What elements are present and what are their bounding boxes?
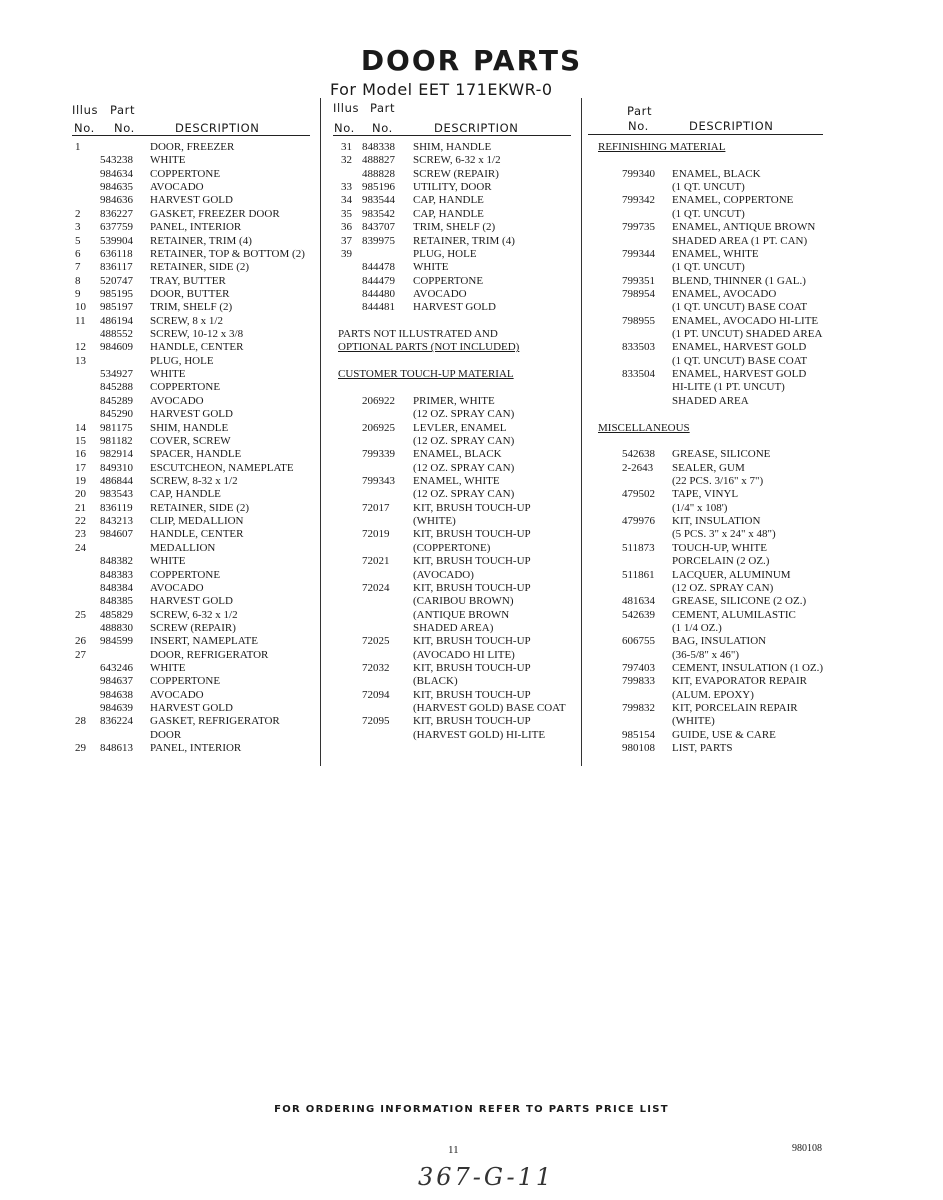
header-rule [588,134,823,135]
description-header: DESCRIPTION [175,121,260,135]
part-description: PORCELAIN (2 OZ.) [672,555,770,568]
illus-number: 15 [75,434,86,447]
part-description: (12 OZ. SPRAY CAN) [413,461,515,474]
part-description: HARVEST GOLD [150,408,233,421]
part-number: 981175 [100,421,133,434]
part-description: HARVEST GOLD [413,301,496,314]
part-number: 636118 [100,247,133,260]
part-number: 983543 [100,488,133,501]
part-number: 833503 [622,341,655,354]
part-description: ENAMEL, BLACK [672,167,761,180]
illus-number: 1 [75,141,81,153]
part-description: CAP, HANDLE [413,207,484,220]
illus-number: 32 [341,154,352,167]
part-number: 848613 [100,742,133,755]
part-number: 984636 [100,194,133,207]
part-number: 839975 [362,234,395,247]
part-description: (12 OZ. SPRAY CAN) [413,488,515,501]
part-number: 72095 [362,715,390,728]
part-description: ENAMEL, ANTIQUE BROWN [672,221,816,234]
illus-number: 13 [75,354,86,367]
part-number: 797403 [622,662,655,675]
part-number: 984634 [100,167,133,180]
part-number: 848338 [362,141,395,153]
part-description: ESCUTCHEON, NAMEPLATE [150,461,294,474]
description-header: DESCRIPTION [434,121,519,135]
part-description: KIT, INSULATION [672,515,761,528]
part-number: 72024 [362,581,390,594]
part-description: HARVEST GOLD [150,595,233,608]
part-description: SCREW (REPAIR) [413,167,499,180]
part-header: Part [370,101,396,115]
part-description: PLUG, HOLE [150,354,214,367]
part-description: (1/4" x 108') [672,501,728,514]
part-description: DOOR, REFRIGERATOR [150,648,269,661]
part-description: ENAMEL, HARVEST GOLD [672,368,807,381]
part-no-header: No. [372,121,393,135]
part-description: SHADED AREA (1 PT. CAN) [672,234,808,247]
part-description: KIT, BRUSH TOUCH-UP [413,581,531,594]
part-number: 845290 [100,408,133,421]
illus-number: 19 [75,474,86,487]
part-description: (COPPERTONE) [413,541,491,554]
part-description: (12 OZ. SPRAY CAN) [413,434,515,447]
part-number: 984607 [100,528,133,541]
part-number: 643246 [100,662,133,675]
illus-number: 5 [75,234,81,247]
part-description: (AVOCADO) [413,568,474,581]
part-number: 543238 [100,154,133,167]
part-description: COVER, SCREW [150,434,231,447]
illus-number: 10 [75,301,86,314]
illus-number: 17 [75,461,86,474]
part-description: (1 QT. UNCUT) BASE COAT [672,354,808,367]
part-no-header: No. [628,119,649,133]
illus-number: 6 [75,247,81,260]
part-number: 983544 [362,194,395,207]
part-description: DOOR [150,728,182,741]
ordering-note: FOR ORDERING INFORMATION REFER TO PARTS PRICE LIST [274,1104,669,1115]
part-description: AVOCADO [150,688,204,701]
part-description: SCREW, 8-32 x 1/2 [150,474,238,487]
part-description: COPPERTONE [150,675,221,688]
part-number: 799833 [622,675,655,688]
part-description: HARVEST GOLD [150,702,233,715]
illus-number: 12 [75,341,86,354]
part-number: 206925 [362,421,395,434]
part-number: 833504 [622,368,655,381]
part-number: 836224 [100,715,133,728]
part-description: (CARIBOU BROWN) [413,595,514,608]
part-number: 479502 [622,488,655,501]
part-description: CAP, HANDLE [413,194,484,207]
part-description: PANEL, INTERIOR [150,742,242,755]
part-description: WHITE [150,662,186,675]
illus-number: 3 [75,221,81,234]
illus-no-header: No. [74,121,95,135]
part-description: (1 1/4 OZ.) [672,621,722,634]
part-description: LACQUER, ALUMINUM [672,568,791,581]
section-heading-text: MISCELLANEOUS [598,421,690,434]
part-description: (WHITE) [413,515,456,528]
illus-number: 8 [75,274,81,287]
part-description: COPPERTONE [150,381,221,394]
part-number: 985195 [100,287,133,300]
illus-number: 16 [75,448,86,461]
part-number: 511861 [622,568,655,581]
part-number: 520747 [100,274,133,287]
part-number: 985196 [362,181,395,194]
model-subtitle: For Model EET 171EKWR-0 [330,80,553,99]
part-number: 836119 [100,501,133,514]
part-number: 981182 [100,434,133,447]
illus-number: 31 [341,141,352,153]
part-description: (1 QT. UNCUT) [672,207,745,220]
part-number: 486844 [100,474,133,487]
part-description: PRIMER, WHITE [413,394,495,407]
illus-number: 2 [75,207,81,220]
part-number: 72032 [362,662,390,675]
part-description: ENAMEL, AVOCADO HI-LITE [672,314,819,327]
part-number: 488552 [100,328,133,341]
part-description: (BLACK) [413,675,458,688]
part-description: WHITE [150,368,186,381]
part-number: 984639 [100,702,133,715]
part-description: COPPERTONE [413,274,484,287]
illus-number: 26 [75,635,86,648]
part-number: 985197 [100,301,133,314]
part-number: 984599 [100,635,133,648]
part-number: 799339 [362,448,395,461]
part-description: DOOR, BUTTER [150,287,230,300]
part-number: 542638 [622,448,655,461]
part-number: 799351 [622,274,655,287]
part-description: PANEL, INTERIOR [150,221,242,234]
part-description: (WHITE) [672,715,715,728]
part-description: RETAINER, TRIM (4) [150,234,252,247]
illus-number: 36 [341,221,352,234]
part-description: ENAMEL, BLACK [413,448,502,461]
part-number: 481634 [622,595,655,608]
part-description: AVOCADO [413,287,467,300]
part-description: KIT, BRUSH TOUCH-UP [413,635,531,648]
part-number: 486194 [100,314,133,327]
part-description: (AVOCADO HI LITE) [413,648,515,661]
illus-number: 14 [75,421,86,434]
part-description: RETAINER, SIDE (2) [150,261,250,274]
part-description: CEMENT, INSULATION (1 OZ.) [672,662,824,675]
part-number: 982914 [100,448,133,461]
part-description: HANDLE, CENTER [150,341,244,354]
part-description: (36-5/8" x 46") [672,648,740,661]
illus-number: 9 [75,287,81,300]
part-number: 72094 [362,688,390,701]
part-number: 799340 [622,167,655,180]
part-description: BLEND, THINNER (1 GAL.) [672,274,806,287]
header-rule [333,135,571,136]
part-description: GUIDE, USE & CARE [672,728,776,741]
column-divider [581,98,582,766]
part-description: SHADED AREA) [413,621,494,634]
part-description: KIT, BRUSH TOUCH-UP [413,528,531,541]
part-description: HI-LITE (1 PT. UNCUT) [672,381,785,394]
part-description: DOOR, FREEZER [150,141,235,153]
part-description: INSERT, NAMEPLATE [150,635,258,648]
part-number: 485829 [100,608,133,621]
part-description: SHIM, HANDLE [150,421,229,434]
part-description: LEVLER, ENAMEL [413,421,507,434]
part-number: 844479 [362,274,395,287]
part-number: 798954 [622,287,655,300]
illus-number: 20 [75,488,86,501]
part-description: COPPERTONE [150,568,221,581]
part-description: SCREW (REPAIR) [150,621,236,634]
part-description: (12 OZ. SPRAY CAN) [672,581,774,594]
part-description: AVOCADO [150,581,204,594]
illus-number: 11 [75,314,86,327]
part-number: 799344 [622,247,655,260]
part-description: (1 QT. UNCUT) BASE COAT [672,301,808,314]
part-number: 799735 [622,221,655,234]
part-number: 984609 [100,341,133,354]
part-number: 798955 [622,314,655,327]
part-description: (1 PT. UNCUT) SHADED AREA [672,328,823,341]
part-description: UTILITY, DOOR [413,181,492,194]
part-description: SHIM, HANDLE [413,141,492,153]
part-number: 985154 [622,728,655,741]
part-description: (HARVEST GOLD) HI-LITE [413,728,546,741]
illus-number: 33 [341,181,352,194]
part-number: 843707 [362,221,395,234]
illus-number: 21 [75,501,86,514]
part-description: SCREW, 6-32 x 1/2 [150,608,238,621]
part-description: ENAMEL, WHITE [672,247,759,260]
handwritten-note: 367-G-11 [418,1163,555,1191]
part-number: 836227 [100,207,133,220]
part-description: TRIM, SHELF (2) [413,221,496,234]
part-number: 72017 [362,501,390,514]
part-number: 843213 [100,515,133,528]
illus-number: 35 [341,207,352,220]
part-description: (1 QT. UNCUT) [672,181,745,194]
part-number: 984637 [100,675,133,688]
part-description: SCREW, 10-12 x 3/8 [150,328,244,341]
illus-number: 7 [75,261,81,274]
part-description: LIST, PARTS [672,742,733,755]
part-number: 844480 [362,287,395,300]
part-description: CLIP, MEDALLION [150,515,244,528]
part-number: 984638 [100,688,133,701]
page-title: DOOR PARTS [360,44,583,77]
part-header: Part [627,104,653,118]
part-description: SCREW, 8 x 1/2 [150,314,223,327]
part-description: KIT, BRUSH TOUCH-UP [413,662,531,675]
illus-number: 27 [75,648,86,661]
part-description: CAP, HANDLE [150,488,221,501]
part-number: 488828 [362,167,395,180]
illus-number: 29 [75,742,86,755]
part-number: 206922 [362,394,395,407]
part-description: RETAINER, TRIM (4) [413,234,515,247]
part-description: (ANTIQUE BROWN [413,608,510,621]
part-number: 637759 [100,221,133,234]
section-heading-text: CUSTOMER TOUCH-UP MATERIAL [338,368,514,381]
illus-number: 34 [341,194,352,207]
part-description: TAPE, VINYL [672,488,739,501]
part-description: SHADED AREA [672,394,749,407]
part-description: HARVEST GOLD [150,194,233,207]
part-description: AVOCADO [150,181,204,194]
part-description: RETAINER, TOP & BOTTOM (2) [150,247,305,260]
illus-number: 25 [75,608,86,621]
part-description: GREASE, SILICONE [672,448,771,461]
part-number: 799832 [622,702,655,715]
part-description: SPACER, HANDLE [150,448,242,461]
illus-number: 39 [341,247,352,260]
part-description: GASKET, FREEZER DOOR [150,207,280,220]
part-number: 848383 [100,568,133,581]
part-description: GREASE, SILICONE (2 OZ.) [672,595,807,608]
part-number: 534927 [100,368,133,381]
part-number: 542639 [622,608,655,621]
part-description: KIT, EVAPORATOR REPAIR [672,675,807,688]
illus-number: 24 [75,541,86,554]
part-number: 836117 [100,261,133,274]
part-number: 845288 [100,381,133,394]
part-description: (1 QT. UNCUT) [672,261,745,274]
part-description: AVOCADO [150,394,204,407]
part-description: SCREW, 6-32 x 1/2 [413,154,501,167]
part-number: 606755 [622,635,655,648]
part-description: HANDLE, CENTER [150,528,244,541]
part-header: Part [110,103,136,117]
part-description: TOUCH-UP, WHITE [672,541,767,554]
part-number: 844481 [362,301,395,314]
part-description: KIT, BRUSH TOUCH-UP [413,688,531,701]
section-heading-text: OPTIONAL PARTS (NOT INCLUDED) [338,341,520,354]
part-description: BAG, INSULATION [672,635,767,648]
column-divider [320,98,321,766]
part-description: GASKET, REFRIGERATOR [150,715,280,728]
illus-number: 23 [75,528,86,541]
document-number: 980108 [792,1143,822,1154]
part-description: WHITE [150,154,186,167]
illus-header: Illus [72,103,99,117]
section-heading-text: PARTS NOT ILLUSTRATED AND [338,328,498,341]
part-number: 848382 [100,555,133,568]
section-heading-text: REFINISHING MATERIAL [598,141,726,153]
part-description: (ALUM. EPOXY) [672,688,754,701]
part-description: KIT, BRUSH TOUCH-UP [413,501,531,514]
illus-number: 37 [341,234,352,247]
part-number: 845289 [100,394,133,407]
part-number: 799343 [362,474,395,487]
part-description: (HARVEST GOLD) BASE COAT [413,702,566,715]
part-number: 539904 [100,234,133,247]
part-number: 983542 [362,207,395,220]
part-description: ENAMEL, WHITE [413,474,500,487]
illus-number: 22 [75,515,86,528]
part-description: (5 PCS. 3" x 24" x 48") [672,528,776,541]
part-number: 72019 [362,528,390,541]
part-number: 984635 [100,181,133,194]
part-number: 799342 [622,194,655,207]
part-number: 72025 [362,635,390,648]
header-rule [72,135,310,136]
part-description: (22 PCS. 3/16" x 7") [672,474,764,487]
part-number: 72021 [362,555,390,568]
part-number: 849310 [100,461,133,474]
part-number: 980108 [622,742,655,755]
part-description: TRIM, SHELF (2) [150,301,233,314]
part-description: RETAINER, SIDE (2) [150,501,250,514]
part-number: 848385 [100,595,133,608]
part-number: 511873 [622,541,655,554]
part-description: WHITE [150,555,186,568]
part-description: (12 OZ. SPRAY CAN) [413,408,515,421]
illus-number: 28 [75,715,86,728]
part-number: 2-2643 [622,461,654,474]
illus-header: Illus [333,101,360,115]
part-description: ENAMEL, AVOCADO [672,287,777,300]
part-description: SEALER, GUM [672,461,745,474]
part-description: ENAMEL, HARVEST GOLD [672,341,807,354]
part-description: KIT, BRUSH TOUCH-UP [413,555,531,568]
part-number: 488830 [100,621,133,634]
description-header: DESCRIPTION [689,119,774,133]
page-number: 11 [448,1144,459,1156]
part-description: WHITE [413,261,449,274]
part-description: KIT, PORCELAIN REPAIR [672,702,798,715]
part-description: KIT, BRUSH TOUCH-UP [413,715,531,728]
part-description: TRAY, BUTTER [150,274,226,287]
part-number: 488827 [362,154,395,167]
part-description: ENAMEL, COPPERTONE [672,194,794,207]
part-number: 848384 [100,581,133,594]
part-description: PLUG, HOLE [413,247,477,260]
part-number: 844478 [362,261,395,274]
illus-no-header: No. [334,121,355,135]
part-number: 479976 [622,515,655,528]
part-description: COPPERTONE [150,167,221,180]
part-description: CEMENT, ALUMILASTIC [672,608,796,621]
part-no-header: No. [114,121,135,135]
part-description: MEDALLION [150,541,216,554]
